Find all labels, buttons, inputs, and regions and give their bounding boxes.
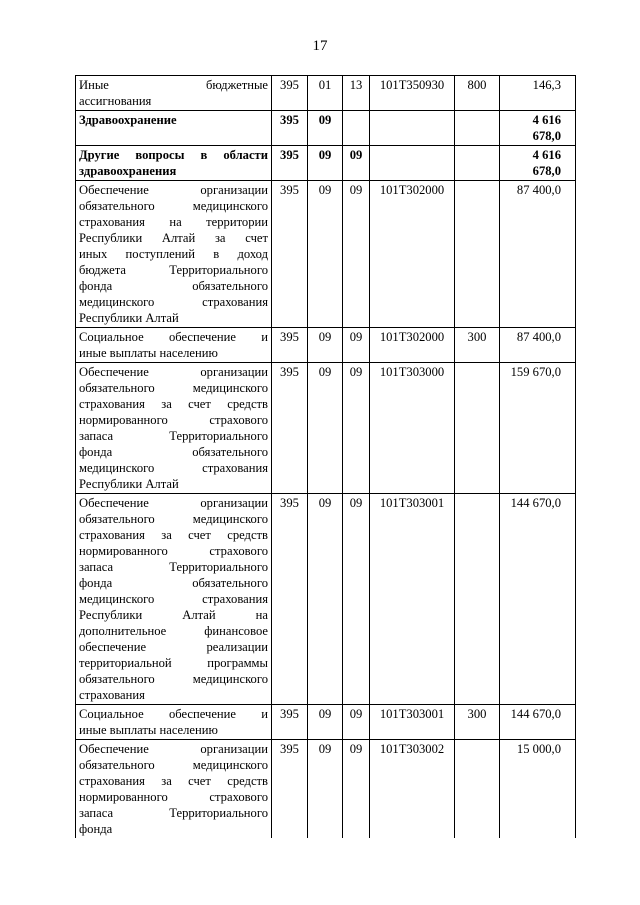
item-name-line: обязательного медицинского (79, 381, 268, 395)
subsection-code-cell: 09 (343, 363, 370, 494)
budget-table-body (76, 76, 576, 839)
item-name-line: Республики Алтай на (79, 608, 268, 622)
item-name-line: Республики Алтай (79, 311, 179, 325)
expense-type-cell (455, 363, 500, 494)
item-name-cell (76, 146, 272, 181)
admin-code-cell: 395 (272, 146, 308, 181)
section-code-cell: 09 (308, 146, 343, 181)
amount-cell: 159 670,0 (500, 363, 576, 494)
admin-code-cell: 395 (272, 76, 308, 111)
item-name-cell (76, 494, 272, 705)
item-name-line: фонда обязательного (79, 279, 268, 293)
admin-code-cell: 395 (272, 328, 308, 363)
item-name-line: территориальной программы (79, 656, 268, 670)
expense-type-cell (455, 111, 500, 146)
table-row (76, 76, 576, 111)
amount-cell: 4 616 678,0 (500, 111, 576, 146)
item-name-cell (76, 363, 272, 494)
section-code-cell: 09 (308, 111, 343, 146)
table-row (76, 494, 576, 705)
target-article-cell (370, 111, 455, 146)
item-name-line: Обеспечение организации (79, 183, 268, 197)
item-name-cell (76, 740, 272, 839)
item-name-line: запаса Территориального (79, 560, 268, 574)
admin-code-cell: 395 (272, 181, 308, 328)
table-row (76, 328, 576, 363)
subsection-code-cell: 09 (343, 494, 370, 705)
item-name-line: фонда обязательного (79, 576, 268, 590)
item-name-line: Социальное обеспечение и (79, 707, 268, 721)
item-name-line: Другие вопросы в области (79, 148, 268, 162)
table-row (76, 146, 576, 181)
item-name-line: обязательного медицинского (79, 199, 268, 213)
amount-cell: 15 000,0 (500, 740, 576, 839)
table-row (76, 111, 576, 146)
section-code-cell: 09 (308, 705, 343, 740)
table-row (76, 363, 576, 494)
target-article-cell: 101Т303000 (370, 363, 455, 494)
item-name-cell (76, 328, 272, 363)
item-name-line: дополнительное финансовое (79, 624, 268, 638)
admin-code-cell: 395 (272, 705, 308, 740)
item-name-line: иных поступлений в доход (79, 247, 268, 261)
expense-type-cell: 300 (455, 705, 500, 740)
expense-type-cell: 800 (455, 76, 500, 111)
amount-cell: 144 670,0 (500, 494, 576, 705)
item-name-line: страхования за счет средств (79, 528, 268, 542)
target-article-cell: 101Т303001 (370, 494, 455, 705)
item-name-cell (76, 705, 272, 740)
item-name-line: страхования за счет средств (79, 774, 268, 788)
item-name-line: Республики Алтай за счет (79, 231, 268, 245)
expense-type-cell: 300 (455, 328, 500, 363)
subsection-code-cell: 13 (343, 76, 370, 111)
item-name-cell (76, 181, 272, 328)
amount-cell: 146,3 (500, 76, 576, 111)
item-name-line: нормированного страхового (79, 413, 268, 427)
amount-cell: 144 670,0 (500, 705, 576, 740)
item-name-line: обеспечение реализации (79, 640, 268, 654)
item-name-line: обязательного медицинского (79, 512, 268, 526)
item-name-line: здравоохранения (79, 164, 177, 178)
item-name-line: ассигнования (79, 94, 152, 108)
expense-type-cell (455, 494, 500, 705)
section-code-cell: 09 (308, 181, 343, 328)
item-name-line: иные выплаты населению (79, 723, 218, 737)
item-name-line: страхования (79, 688, 145, 702)
subsection-code-cell: 09 (343, 146, 370, 181)
table-row (76, 705, 576, 740)
section-code-cell: 09 (308, 494, 343, 705)
item-name-line: Здравоохранение (79, 113, 177, 127)
item-name-line: фонда (79, 822, 113, 836)
budget-table (75, 75, 576, 838)
admin-code-cell: 395 (272, 494, 308, 705)
page-number: 17 (312, 38, 328, 54)
subsection-code-cell: 09 (343, 181, 370, 328)
item-name-line: обязательного медицинского (79, 758, 268, 772)
item-name-line: Обеспечение организации (79, 365, 268, 379)
item-name-line: медицинского страхования (79, 461, 268, 475)
amount-cell: 87 400,0 (500, 328, 576, 363)
admin-code-cell: 395 (272, 363, 308, 494)
table-row (76, 181, 576, 328)
admin-code-cell: 395 (272, 111, 308, 146)
amount-cell: 4 616 678,0 (500, 146, 576, 181)
item-name-line: иные выплаты населению (79, 346, 218, 360)
item-name-line: Обеспечение организации (79, 496, 268, 510)
subsection-code-cell: 09 (343, 705, 370, 740)
item-name-line: запаса Территориального (79, 429, 268, 443)
target-article-cell: 101Т302000 (370, 181, 455, 328)
item-name-line: медицинского страхования (79, 295, 268, 309)
item-name-cell (76, 111, 272, 146)
item-name-line: запаса Территориального (79, 806, 268, 820)
target-article-cell: 101Т303002 (370, 740, 455, 839)
item-name-line: обязательного медицинского (79, 672, 268, 686)
item-name-line: Иные бюджетные (79, 78, 268, 92)
subsection-code-cell (343, 111, 370, 146)
item-name-line: бюджета Территориального (79, 263, 268, 277)
expense-type-cell (455, 740, 500, 839)
item-name-line: нормированного страхового (79, 544, 268, 558)
target-article-cell (370, 146, 455, 181)
item-name-line: фонда обязательного (79, 445, 268, 459)
item-name-line: Обеспечение организации (79, 742, 268, 756)
table-row (76, 740, 576, 839)
target-article-cell: 101Т350930 (370, 76, 455, 111)
item-name-line: страхования за счет средств (79, 397, 268, 411)
item-name-cell (76, 76, 272, 111)
admin-code-cell: 395 (272, 740, 308, 839)
target-article-cell: 101Т303001 (370, 705, 455, 740)
section-code-cell: 09 (308, 363, 343, 494)
expense-type-cell (455, 146, 500, 181)
target-article-cell: 101Т302000 (370, 328, 455, 363)
amount-cell: 87 400,0 (500, 181, 576, 328)
item-name-line: страхования на территории (79, 215, 268, 229)
subsection-code-cell: 09 (343, 740, 370, 839)
expense-type-cell (455, 181, 500, 328)
item-name-line: Республики Алтай (79, 477, 179, 491)
section-code-cell: 01 (308, 76, 343, 111)
section-code-cell: 09 (308, 328, 343, 363)
item-name-line: нормированного страхового (79, 790, 268, 804)
item-name-line: медицинского страхования (79, 592, 268, 606)
subsection-code-cell: 09 (343, 328, 370, 363)
section-code-cell: 09 (308, 740, 343, 839)
item-name-line: Социальное обеспечение и (79, 330, 268, 344)
